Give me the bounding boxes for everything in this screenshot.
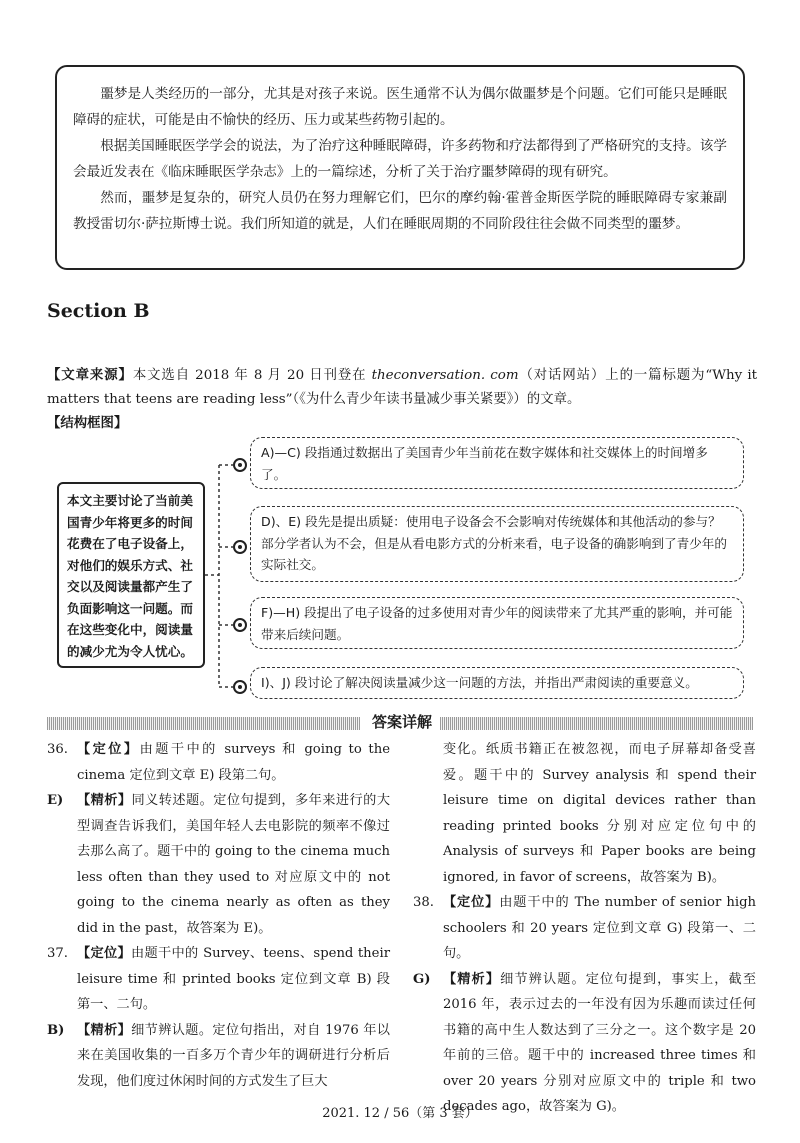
source-text-after: （对话网站）上的一篇标题为“Why it matters that teens are reading less”（《为什么青少年读书量减少事关紧要》）的文章。 — [47, 368, 758, 407]
source-tag: 【文章来源】 — [47, 367, 133, 383]
header-hatch-right — [440, 717, 753, 730]
translation-paragraph: 根据美国睡眠医学学会的说法，为了治疗这种睡眠障碍，许多药物和疗法都得到了严格研究的支持。该学会最近发表在《临床睡眠医学杂志》上的一篇综述，分析了关于治疗噩梦障碍的现有研究。 — [73, 138, 727, 180]
item-number: 38. — [413, 895, 434, 910]
branch-arrow-icon — [233, 680, 247, 694]
item-tag: 【定位】 — [77, 946, 132, 961]
translation-paragraph: 然而，噩梦是复杂的，研究人员仍在努力理解它们，巴尔的摩约翰·霍普金斯医学院的睡眠障碍专家兼副教授雷切尔·萨拉斯博士说。我们所知道的就是，人们在睡眠周期的不同阶段往往会做不同类型的噩梦。 — [73, 190, 727, 232]
page-footer: 2021. 12 / 56（第 3 套） — [322, 1106, 478, 1121]
item-tag: 【定位】 — [443, 895, 500, 910]
branch-box-a-c: A)—C) 段指通过数据出了美国青少年当前花在数字媒体和社交媒体上的时间增多了。 — [250, 437, 744, 489]
answer-column-left — [47, 737, 390, 1094]
item-number: 37. — [47, 946, 68, 961]
answer-column-right — [413, 737, 756, 1120]
item-number: 36. — [47, 742, 68, 757]
summary-box: 本文主要讨论了当前美国青少年将更多的时间花费在了电子设备上，对他们的娱乐方式、社交以及阅读量都产生了负面影响这一问题。而在这些变化中，阅读量的减少尤为令人忧心。 — [57, 482, 205, 668]
answer-item — [413, 967, 756, 1120]
section-title: Section B — [47, 300, 150, 322]
item-text: 由题干中的 The number of senior high schoolers 和 20 years 定位到文章 G) 段第一、二句。 — [443, 895, 757, 961]
structure-label: 【结构框图】 — [47, 415, 128, 431]
item-text: 由题干中的 surveys 和 going to the cinema 定位到文章 E) 段第二句。 — [77, 742, 391, 783]
item-text: 同义转述题。定位句提到，多年来进行的大型调查告诉我们，美国年轻人去电影院的频率不像过去那么高了。题干中的 going to the cinema much less often than they used to 对应原文中的 not going to the cinema nearly as often as they did in the past，故答案为 E)。 — [77, 793, 391, 936]
branch-arrow-icon — [233, 458, 247, 472]
diagram-connector-lines — [205, 455, 255, 695]
item-tag: 【精析】 — [443, 971, 501, 987]
answer-item — [47, 788, 390, 941]
branch-box-d-e: D)、E) 段先是提出质疑：使用电子设备会不会影响对传统媒体和其他活动的参与？部分学者认为不会，但是从看电影方式的分析来看，电子设备的确影响到了青少年的实际社交。 — [250, 506, 744, 582]
answer-item — [47, 737, 390, 788]
answer-item — [413, 890, 756, 967]
item-tag: 【定位】 — [77, 742, 140, 757]
answer-item — [47, 1018, 390, 1095]
answer-item — [47, 941, 390, 1018]
branch-box-f-h: F)—H) 段提出了电子设备的过多使用对青少年的阅读带来了尤其严重的影响，并可能带来后续问题。 — [250, 597, 744, 649]
answer-item — [413, 737, 756, 890]
item-tag: 【精析】 — [77, 1022, 132, 1038]
item-text: 细节辨认题。定位句指出，对自 1976 年以来在美国收集的一百多万个青少年的调研进行分析后发现，他们度过休闲时间的方式发生了巨大 — [77, 1022, 390, 1089]
branch-arrow-icon — [233, 618, 247, 632]
item-text: 变化。纸质书籍正在被忽视，而电子屏幕却备受喜爱。题干中的 Survey analysis 和 spend their leisure time on digital devices rather than reading printed books 分别对应定位句中的 Analysis of surveys 和 Paper books are being ignored, in favor of screens，故答案为 B)。 — [443, 742, 756, 885]
header-hatch-left — [47, 717, 360, 730]
translation-box — [55, 65, 745, 270]
source-text-before: 本文选自 2018 年 8 月 20 日刊登在 — [132, 368, 372, 383]
item-tag: 【精析】 — [77, 793, 132, 808]
answer-section-title: 答案详解 — [366, 711, 438, 732]
item-answer-letter: G) — [413, 971, 431, 987]
article-source — [47, 363, 757, 412]
item-answer-letter: E) — [47, 793, 64, 808]
item-text: 由题干中的 Survey、teens、spend their leisure time 和 printed books 定位到文章 B) 段第一、二句。 — [77, 946, 391, 1012]
branch-box-i-j: I)、J) 段讨论了解决阅读量减少这一问题的方法，并指出严肃阅读的重要意义。 — [250, 667, 744, 699]
item-text: 细节辨认题。定位句提到，事实上，截至 2016 年，表示过去的一年没有因为乐趣而读过任何书籍的高中生人数达到了三分之一。这个数字是 20 年前的三倍。题干中的 increased three times 和 over 20 years 分别对应原文中的 triple 和 two decades ago，故答案为 G)。 — [443, 971, 757, 1114]
item-answer-letter: B) — [47, 1022, 65, 1038]
source-site: theconversation. com — [371, 368, 519, 383]
translation-paragraph: 噩梦是人类经历的一部分，尤其是对孩子来说。医生通常不认为偶尔做噩梦是个问题。它们可能只是睡眠障碍的症状，可能是由不愉快的经历、压力或某些药物引起的。 — [73, 86, 727, 128]
branch-arrow-icon — [233, 540, 247, 554]
